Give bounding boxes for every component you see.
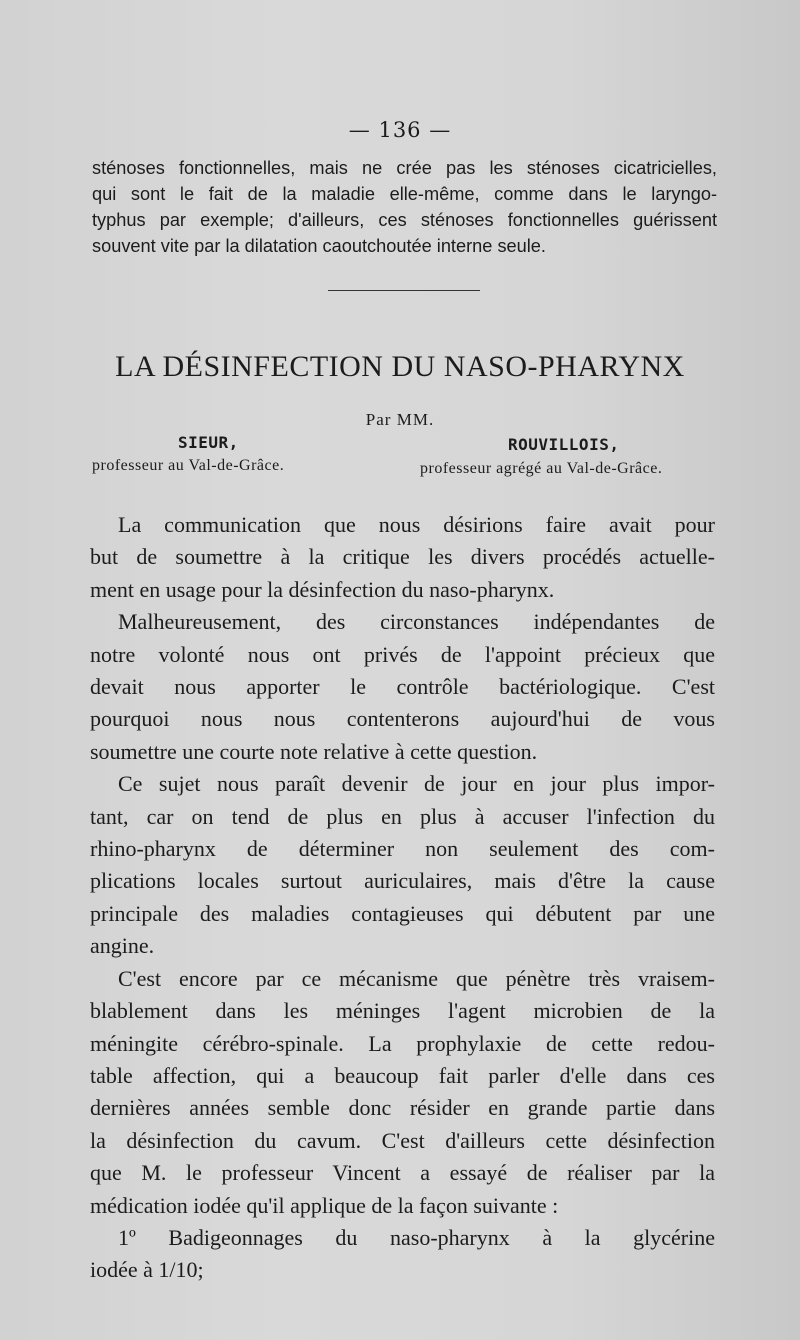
article-title: LA DÉSINFECTION DU NASO-PHARYNX: [115, 350, 685, 383]
section-divider: [328, 290, 480, 291]
intro-line: souvent vite par la dilatation caoutchoutée interne seule.: [92, 236, 546, 256]
body-paragraph: [90, 606, 715, 768]
page-number: — 136 —: [348, 118, 452, 142]
author-name: SIEUR,: [178, 433, 239, 452]
author-name: ROUVILLOIS,: [508, 435, 620, 454]
body-line: angine.: [90, 933, 155, 959]
body-line: C'est encore par ce mécanisme que pénètre très vraisem-: [118, 965, 715, 991]
byline-intro: Par MM.: [365, 410, 435, 429]
body-line: rhino-pharynx de déterminer non seulement des com-: [90, 836, 715, 862]
intro-line: qui sont le fait de la maladie elle-même, comme dans le laryngo-: [92, 184, 717, 204]
body-paragraph: [90, 509, 715, 606]
intro-line: sténoses fonctionnelles, mais ne crée pas les sténoses cicatricielles,: [92, 158, 717, 178]
body-line: blablement dans les méninges l'agent microbien de la: [90, 998, 715, 1024]
article-body: [90, 509, 715, 1287]
body-line: dernières années semble donc résider en grande partie dans: [90, 1095, 715, 1121]
body-line: Ce sujet nous paraît devenir de jour en jour plus impor-: [118, 771, 715, 797]
body-line: La communication que nous désirions faire avait pour: [118, 512, 715, 537]
body-line: pourquoi nous nous contenterons aujourd'hui de vous: [90, 706, 715, 732]
body-line: soumettre une courte note relative à cette question.: [90, 738, 538, 764]
body-line: iodée à 1/10;: [90, 1257, 204, 1283]
author-affiliation: professeur au Val-de-Grâce.: [92, 457, 285, 474]
body-line: devait nous apporter le contrôle bactériologique. C'est: [90, 674, 715, 700]
author-affiliation: professeur agrégé au Val-de-Grâce.: [420, 460, 663, 477]
body-line: table affection, qui a beaucoup fait parler d'elle dans ces: [90, 1062, 715, 1088]
body-line: Malheureusement, des circonstances indépendantes de: [118, 609, 715, 635]
body-line: principale des maladies contagieuses qui débutent par une: [90, 900, 715, 926]
body-line: notre volonté nous ont privés de l'appoint précieux que: [90, 641, 715, 667]
body-line: médication iodée qu'il applique de la façon suivante :: [90, 1192, 559, 1218]
body-paragraph: [90, 768, 715, 962]
body-line: but de soumettre à la critique les divers procédés actuelle-: [90, 544, 715, 570]
body-line: ment en usage pour la désinfection du naso-pharynx.: [90, 576, 555, 602]
body-paragraph: [90, 963, 715, 1222]
body-line: 1º Badigeonnages du naso-pharynx à la glycérine: [118, 1224, 715, 1250]
body-line: méningite cérébro-spinale. La prophylaxie de cette redou-: [90, 1030, 715, 1056]
intro-line: typhus par exemple; d'ailleurs, ces sténoses fonctionnelles guérissent: [92, 210, 717, 230]
body-line: la désinfection du cavum. C'est d'ailleurs cette désinfection: [90, 1127, 715, 1153]
body-paragraph: [90, 1222, 715, 1287]
body-line: tant, car on tend de plus en plus à accuser l'infection du: [90, 803, 715, 829]
body-line: que M. le professeur Vincent a essayé de réaliser par la: [90, 1160, 715, 1186]
intro-paragraph: [92, 155, 717, 259]
body-line: plications locales surtout auriculaires, mais d'être la cause: [90, 868, 715, 894]
